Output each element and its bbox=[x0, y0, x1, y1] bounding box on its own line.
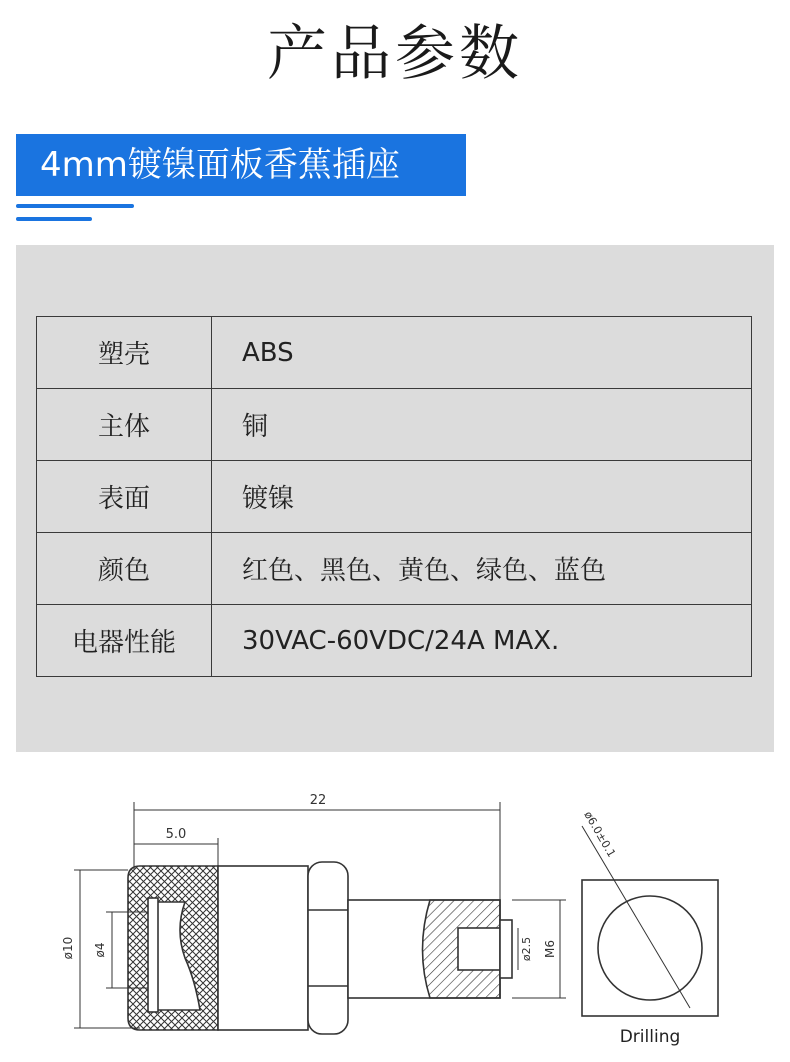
spec-table bbox=[36, 316, 752, 677]
spec-key: 主体 bbox=[37, 389, 212, 461]
dim-outer-diameter: ø10 bbox=[61, 936, 75, 960]
dim-head-length: 5.0 bbox=[165, 827, 187, 842]
dim-inner-diameter: ø4 bbox=[93, 942, 107, 958]
page-title: 产品参数 bbox=[267, 19, 523, 89]
stem-tip bbox=[500, 920, 512, 978]
spec-value: 30VAC-60VDC/24A MAX. bbox=[212, 605, 752, 677]
section-title-banner: 4mm镀镍面板香蕉插座 bbox=[16, 134, 466, 196]
dim-thread: M6 bbox=[543, 940, 557, 958]
spec-value: ABS bbox=[212, 317, 752, 389]
spec-panel bbox=[16, 245, 774, 752]
drill-hole bbox=[598, 896, 702, 1000]
table-row bbox=[37, 461, 752, 533]
body-cylinder bbox=[218, 866, 308, 1030]
drill-label: Drilling bbox=[619, 1027, 681, 1047]
socket-side-view bbox=[128, 862, 512, 1034]
spec-key: 颜色 bbox=[37, 533, 212, 605]
stem-hole bbox=[458, 928, 500, 970]
spec-key: 电器性能 bbox=[37, 605, 212, 677]
table-row bbox=[37, 389, 752, 461]
banner-underline-short bbox=[16, 217, 92, 221]
spec-key: 表面 bbox=[37, 461, 212, 533]
table-row bbox=[37, 533, 752, 605]
dim-total-length: 22 bbox=[309, 793, 327, 808]
inner-bore bbox=[148, 898, 158, 1012]
banner-underline-long bbox=[16, 204, 134, 208]
hex-nut bbox=[308, 862, 348, 1034]
spec-value: 镀镍 bbox=[212, 461, 752, 533]
dim-hole-diameter: ø2.5 bbox=[520, 936, 533, 962]
spec-key: 塑壳 bbox=[37, 317, 212, 389]
spec-value: 红色、黑色、黄色、绿色、蓝色 bbox=[212, 533, 752, 605]
drill-view bbox=[582, 826, 718, 1016]
table-row bbox=[37, 317, 752, 389]
technical-drawing bbox=[0, 780, 790, 1062]
table-row bbox=[37, 605, 752, 677]
spec-value: 铜 bbox=[212, 389, 752, 461]
dim-drill-diameter: ø6.0±0.1 bbox=[581, 809, 619, 860]
